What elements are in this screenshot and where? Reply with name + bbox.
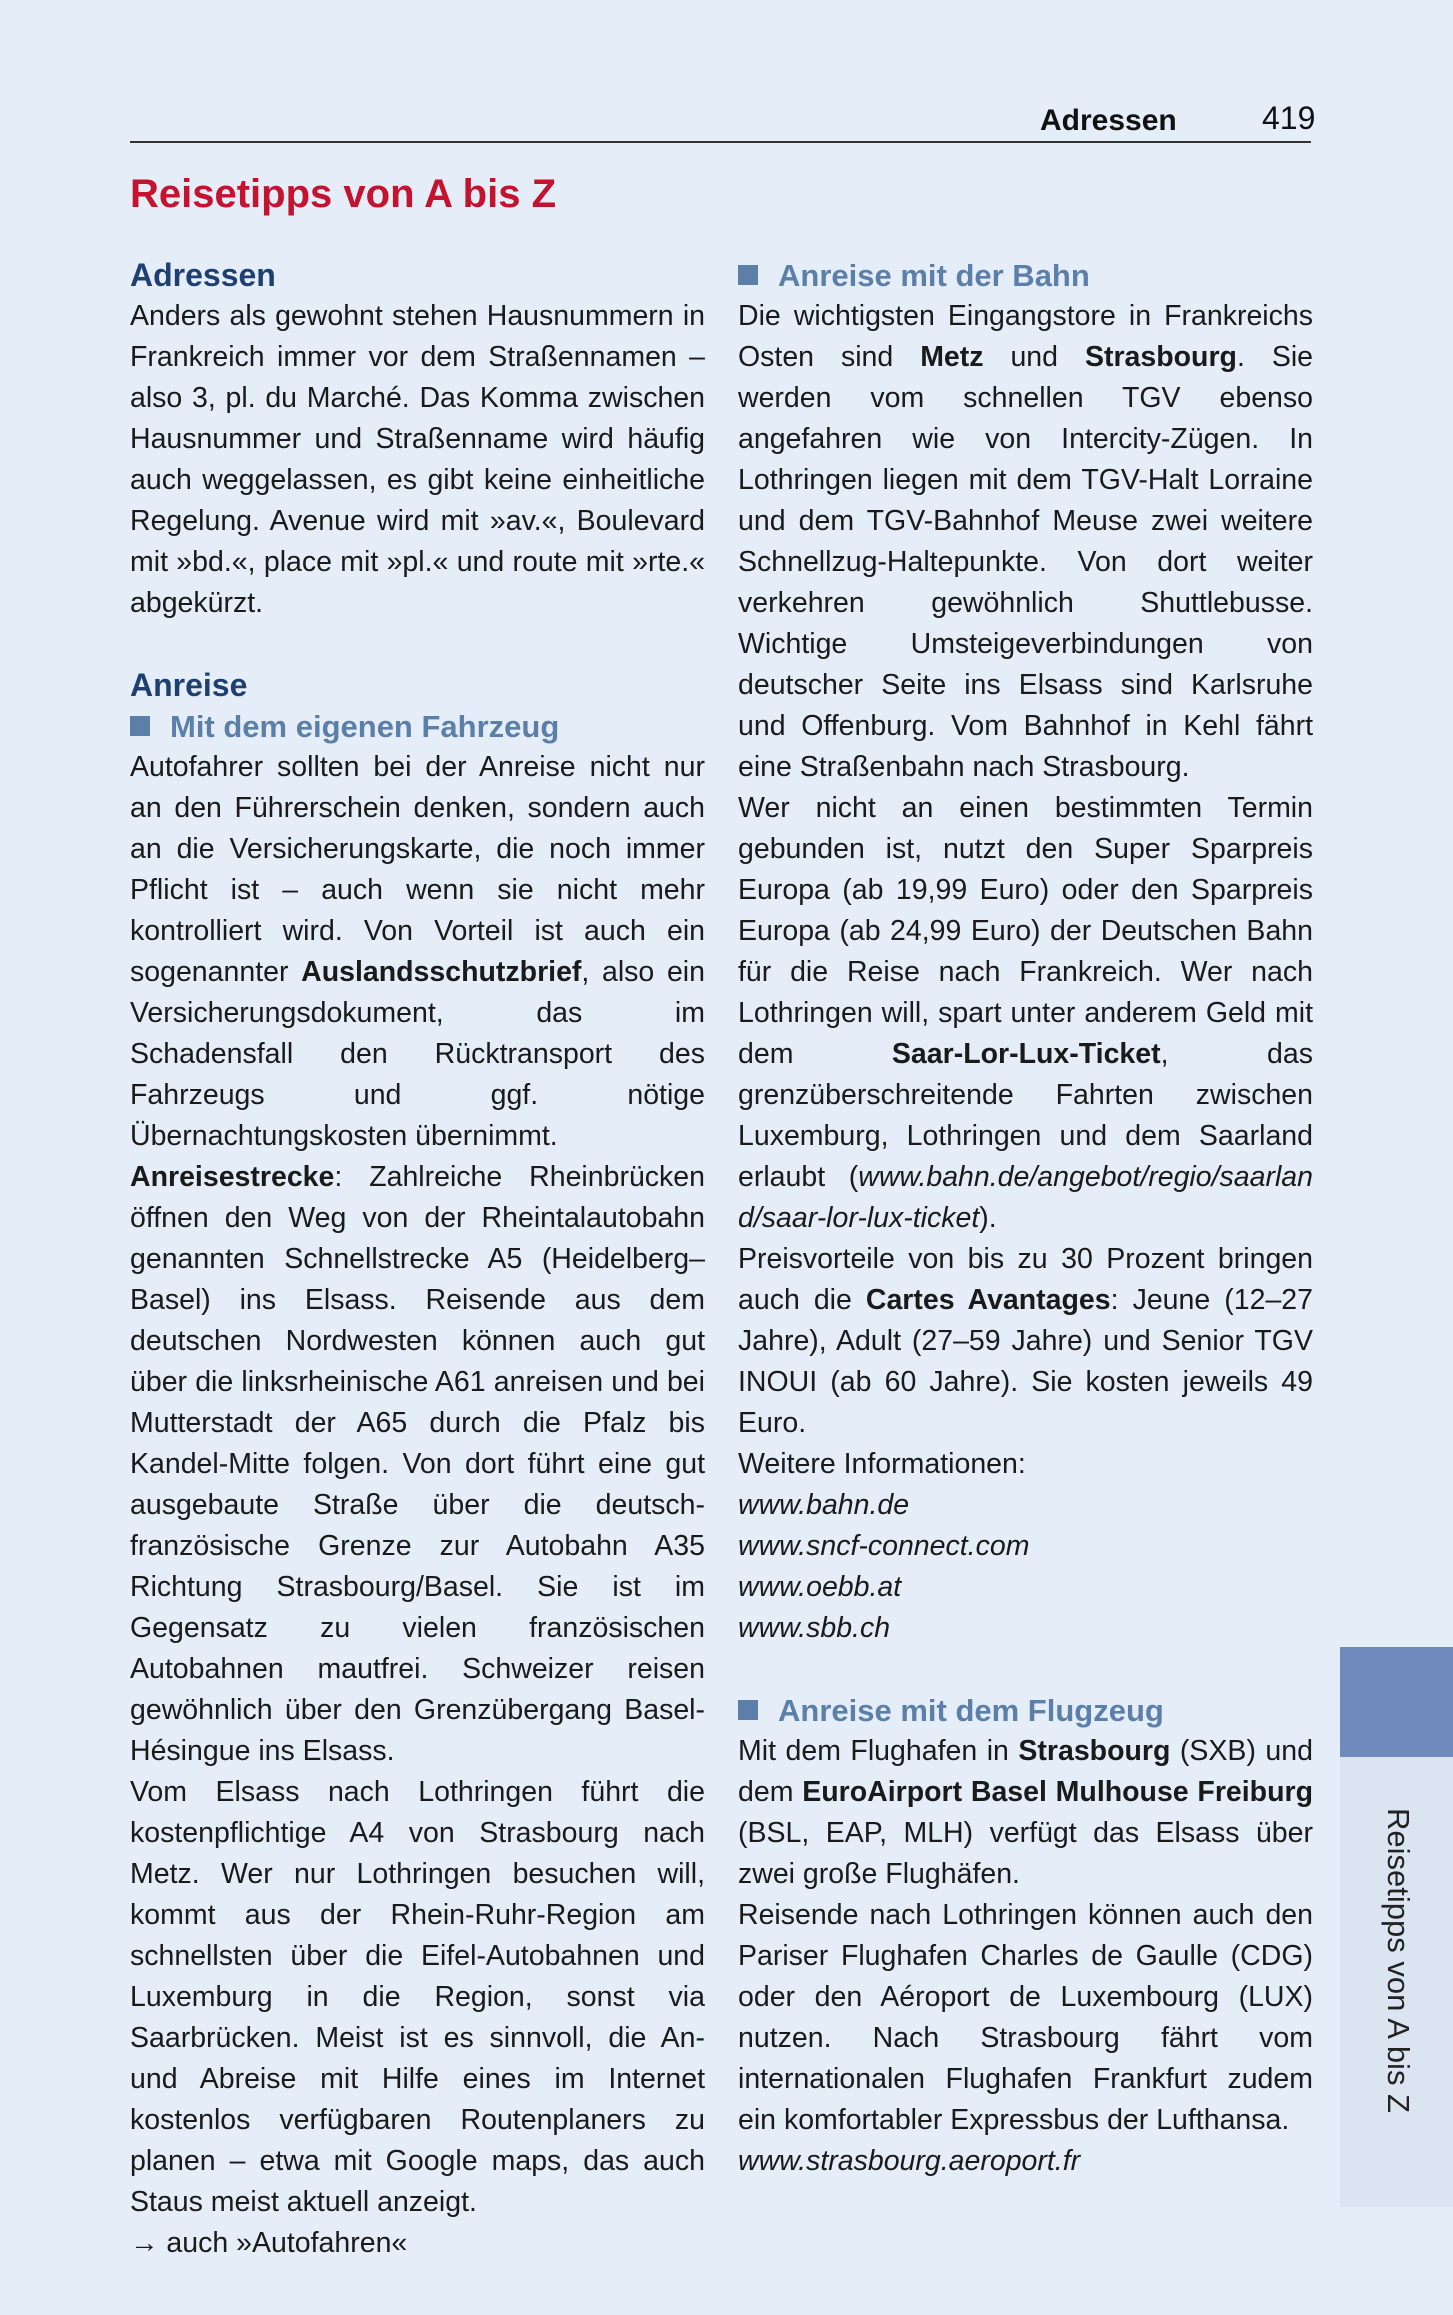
subheading-fahrzeug: Mit dem eigenen Fahrzeug xyxy=(130,706,705,747)
page-title: Reisetipps von A bis Z xyxy=(130,172,556,216)
flugzeug-paragraph-1: Mit dem Flughafen in Strasbourg (SXB) und dem EuroAirport Basel Mulhouse Freiburg (BSL, EAP, MLH) verfügt das Elsass über zwei große Flughäfen. xyxy=(738,1735,1313,1890)
link-oebb[interactable]: www.oebb.at xyxy=(738,1571,902,1603)
subheading-flugzeug: Anreise mit dem Flugzeug xyxy=(738,1690,1313,1731)
link-strasbourg-airport[interactable]: www.strasbourg.aeroport.fr xyxy=(738,2145,1081,2177)
flugzeug-paragraph-2: Reisende nach Lothringen können auch den Pariser Flughafen Charles de Gaulle (CDG) oder den Aéroport de Luxembourg (LUX) nutzen. Nach Strasbourg fährt vom internationalen Flughafen Frankfurt zudem ein komfortabler Expressbus der Lufthansa. xyxy=(738,1899,1313,2136)
cross-reference: → auch »Autofahren« xyxy=(130,2227,408,2259)
link-sbb[interactable]: www.sbb.ch xyxy=(738,1612,891,1644)
subheading-bahn: Anreise mit der Bahn xyxy=(738,255,1313,296)
header-rule xyxy=(130,141,1311,143)
fahrzeug-paragraph-2: Anreisestrecke: Zahlreiche Rheinbrücken öffnen den Weg von der Rheintalautobahn genannten Schnellstrecke A5 (Heidelberg–Basel) ins Elsass. Reisende aus dem deutschen Nordwesten können auch gut über die linksrheinische A61 anreisen und bei Mutterstadt der A65 durch die Pfalz bis Kandel-Mitte folgen. Von dort führt eine gut ausgebaute Straße über die deutsch-französische Grenze zur Autobahn A35 Richtung Strasbourg/Basel. Sie ist im Gegensatz zu vielen französischen Autobahnen mautfrei. Schweizer reisen gewöhnlich über den Grenzübergang Basel-Hésingue ins Elsass. xyxy=(130,1161,705,1767)
adressen-text: Anders als gewohnt stehen Hausnummern in Frankreich immer vor dem Straßennamen – also 3, pl. du Marché. Das Komma zwischen Hausnummer und Straßenname wird häufig auch weggelassen, es gibt keine einheitliche Regelung. Avenue wird mit »av.«, Boulevard mit »bd.«, place mit »pl.« und route mit »rte.« abgekürzt. xyxy=(130,300,705,619)
running-header: Adressen xyxy=(1040,104,1177,137)
fahrzeug-paragraph-3: Vom Elsass nach Lothringen führt die kostenpflichtige A4 von Strasbourg nach Metz. Wer nur Lothringen besuchen will, kommt aus der Rhein-Ruhr-Region am schnellsten über die Eifel-Autobahnen und Luxemburg in die Region, sonst via Saarbrücken. Meist ist es sinnvoll, die An- und Abreise mit Hilfe eines im Internet kostenlos verfügbaren Routenplaners zu planen – etwa mit Google maps, das auch Staus meist aktuell anzeigt. xyxy=(130,1776,705,2218)
page-number: 419 xyxy=(1262,100,1316,136)
bahn-paragraph-3: Preisvorteile von bis zu 30 Prozent bringen auch die Cartes Avantages: Jeune (12–27 Jahre), Adult (27–59 Jahre) und Senior TGV INOUI (ab 60 Jahre). Sie kosten jeweils 49 Euro. xyxy=(738,1243,1313,1439)
link-bahn[interactable]: www.bahn.de xyxy=(738,1489,910,1521)
right-column xyxy=(738,255,1313,2182)
side-tab-label: Reisetipps von A bis Z xyxy=(1381,1808,1416,2113)
square-bullet-icon xyxy=(130,716,150,736)
more-info-label: Weitere Informationen: xyxy=(738,1448,1026,1480)
left-column xyxy=(130,255,705,2264)
bahn-paragraph-2: Wer nicht an einen bestimmten Termin gebunden ist, nutzt den Super Sparpreis Europa (ab 19,99 Euro) oder den Sparpreis Europa (ab 24,99 Euro) der Deutschen Bahn für die Reise nach Frankreich. Wer nach Lothringen will, spart unter anderem Geld mit dem Saar-Lor-Lux-Ticket, das grenzüberschreitende Fahrten zwischen Luxemburg, Lothringen und dem Saarland erlaubt (www.bahn.de/angebot/regio/saarland/saar-lor-lux-ticket). xyxy=(738,792,1313,1234)
square-bullet-icon xyxy=(738,1700,758,1720)
fahrzeug-paragraph-1: Autofahrer sollten bei der Anreise nicht nur an den Führerschein denken, sondern auch an die Versicherungskarte, die noch immer Pflicht ist – auch wenn sie nicht mehr kontrolliert wird. Von Vorteil ist auch ein sogenannter Auslandsschutzbrief, also ein Versicherungsdokument, das im Schadensfall den Rücktransport des Fahrzeugs und ggf. nötige Übernachtungskosten übernimmt. xyxy=(130,751,705,1152)
link-sncf[interactable]: www.sncf-connect.com xyxy=(738,1530,1030,1562)
section-heading-anreise: Anreise xyxy=(130,667,248,703)
bahn-paragraph-1: Die wichtigsten Eingangstore in Frankreichs Osten sind Metz und Strasbourg. Sie werden vom schnellen TGV ebenso angefahren wie von Intercity-Zügen. In Lothringen liegen mit dem TGV-Halt Lorraine und dem TGV-Bahnhof Meuse zwei weitere Schnellzug-Haltepunkte. Von dort weiter verkehren gewöhnlich Shuttlebusse. Wichtige Umsteigeverbindungen von deutscher Seite ins Elsass sind Karlsruhe und Offenburg. Vom Bahnhof in Kehl fährt eine Straßenbahn nach Strasbourg. xyxy=(738,300,1314,783)
square-bullet-icon xyxy=(738,265,758,285)
section-heading-adressen: Adressen xyxy=(130,257,276,293)
